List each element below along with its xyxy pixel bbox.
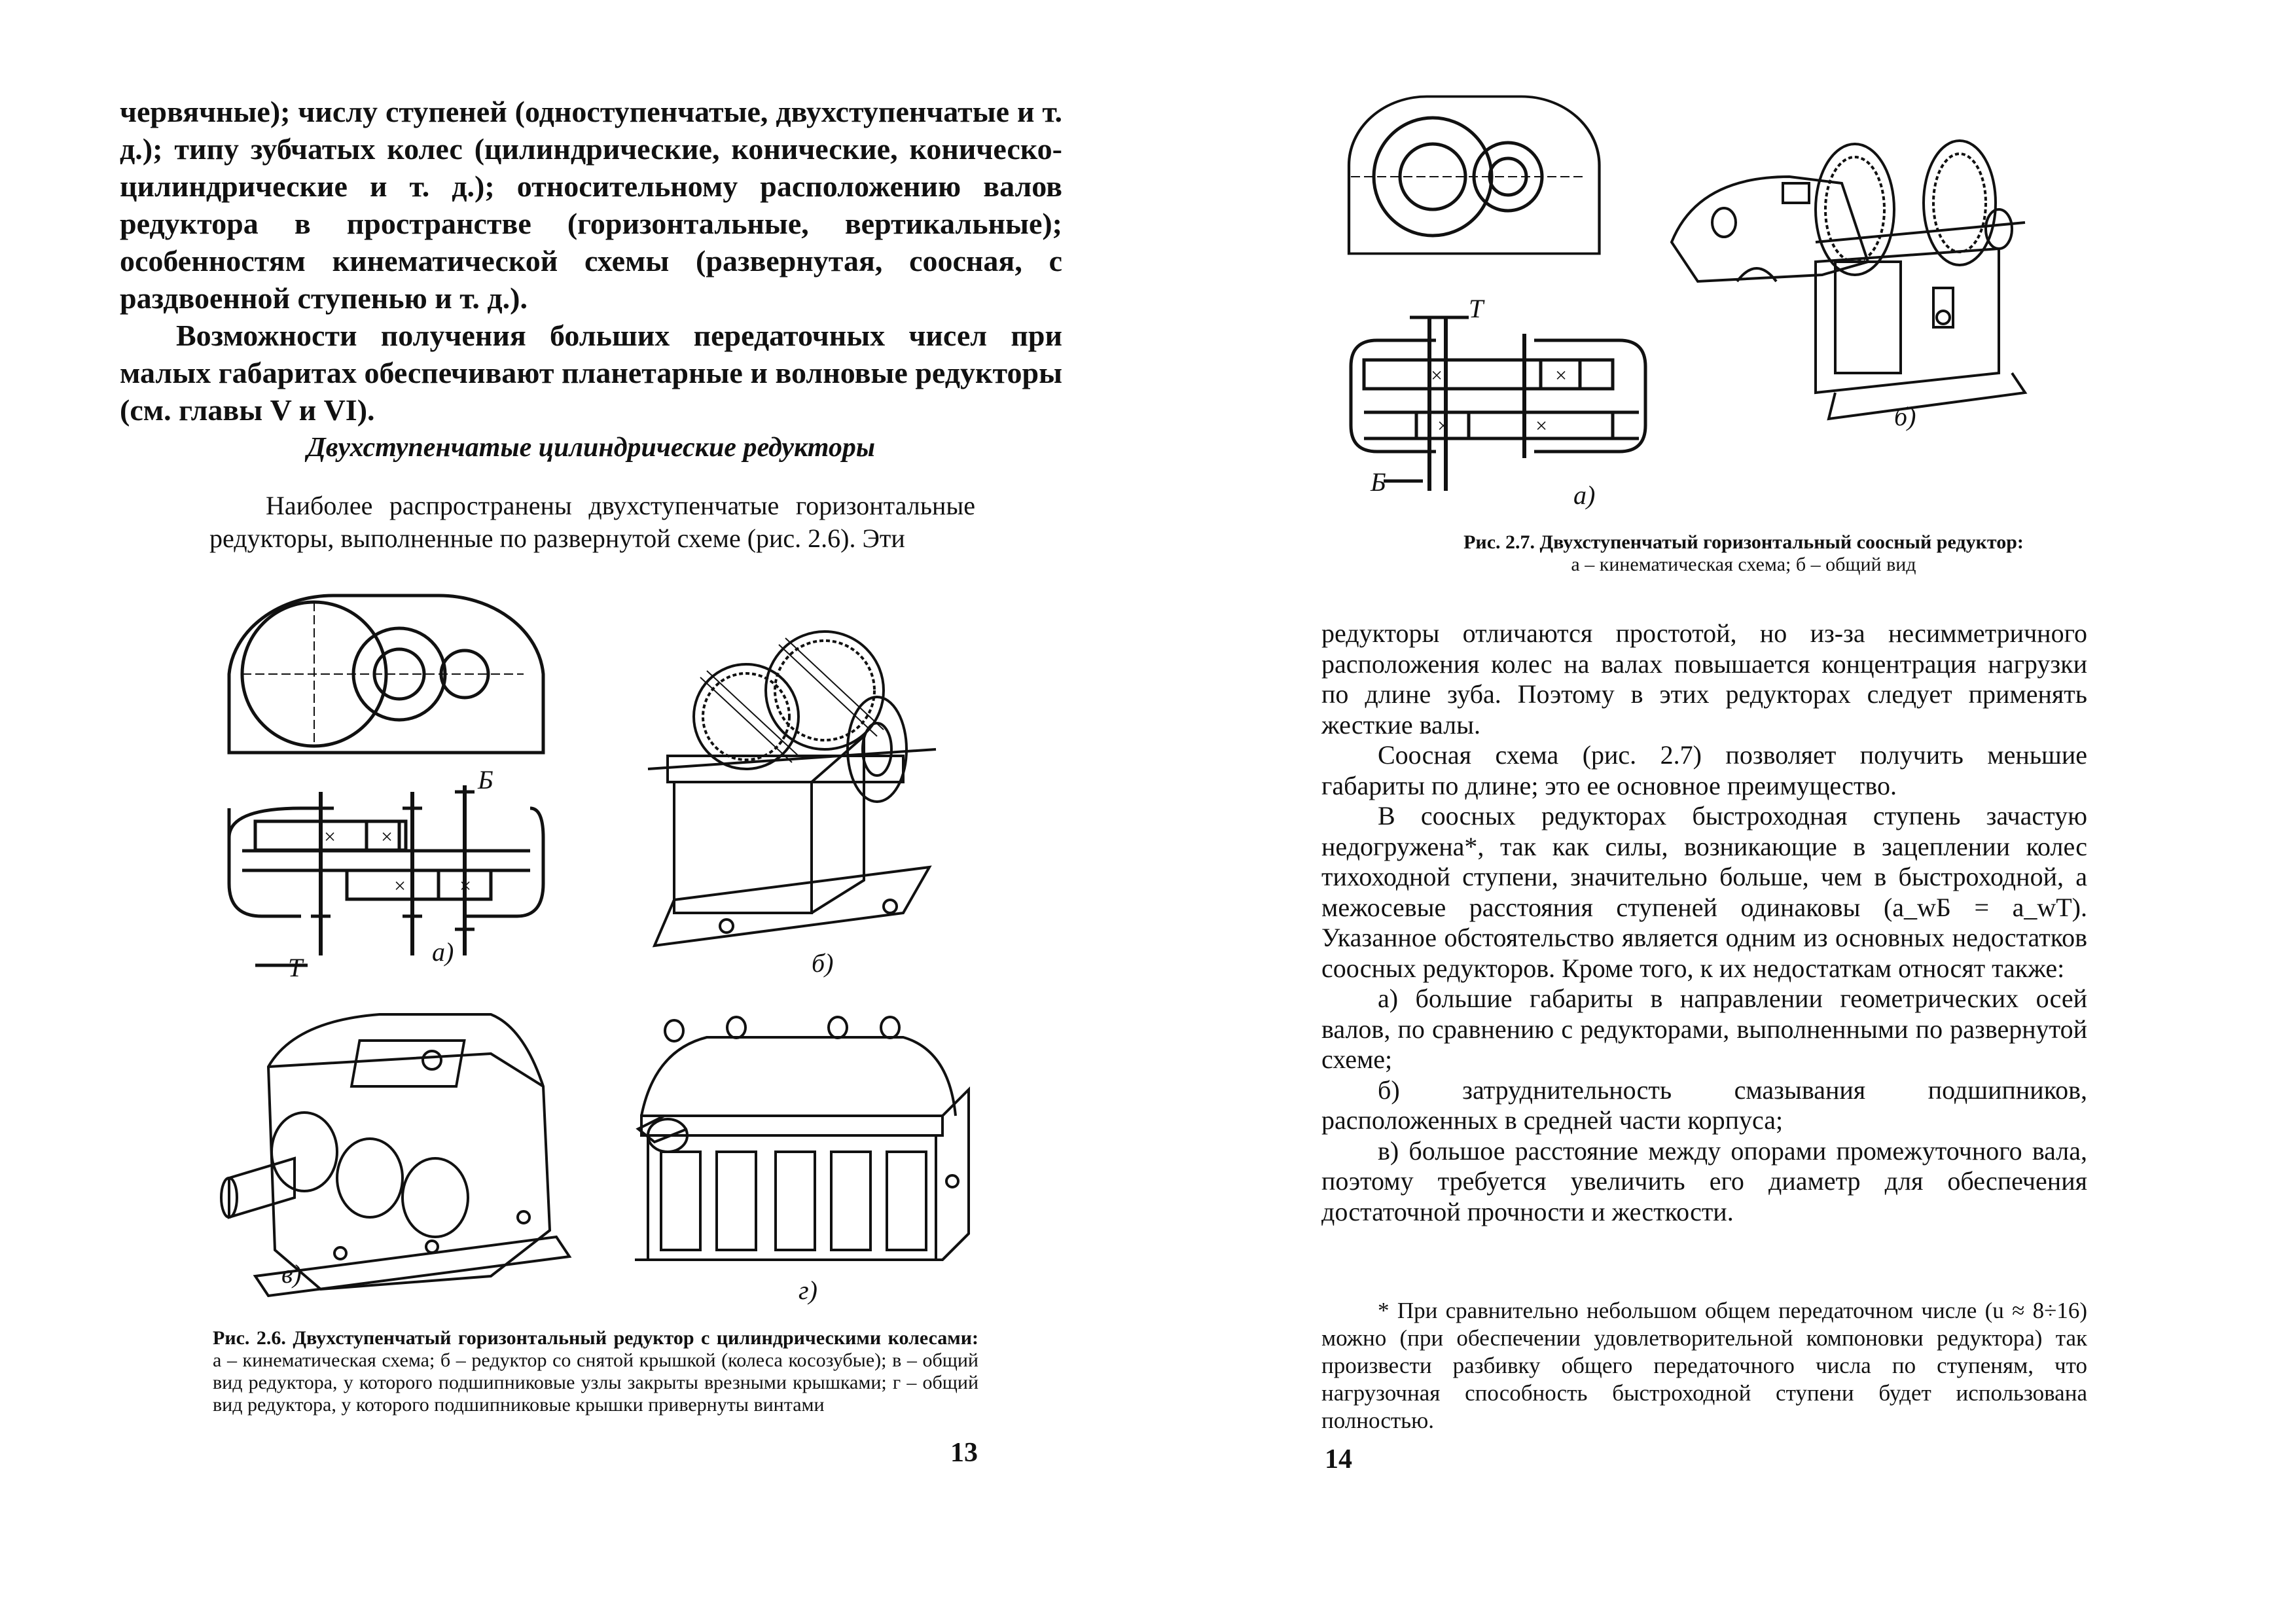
figure-2-6-g-reducer-screwed-covers	[628, 1011, 982, 1305]
shaft-label-b: Б	[478, 765, 493, 794]
intro-paragraph	[209, 490, 975, 555]
figure-2-7-b-general-view	[1659, 131, 2025, 431]
svg-text:×: ×	[380, 825, 394, 848]
paragraph: Возможности получения больших передаточных чисел при малых габаритах обеспечивают планетарные и волновые редукторы (см. главы V и VI).	[120, 319, 1062, 427]
left-body-text	[120, 93, 1062, 429]
figure-2-6-a-kinematic-scheme	[216, 589, 556, 982]
section-heading: Двухступенчатые цилиндрические редукторы	[307, 433, 875, 463]
sublabel-v: в)	[281, 1259, 302, 1289]
page-number: 13	[950, 1438, 978, 1468]
page-number: 14	[1325, 1444, 1352, 1474]
sublabel-g: г)	[798, 1275, 817, 1305]
sublabel-b: б)	[1894, 402, 1916, 431]
sublabel-b: б)	[812, 948, 834, 978]
figure-2-7-caption	[1416, 531, 2071, 576]
right-body-text	[1321, 618, 2087, 1227]
svg-text:×: ×	[393, 874, 407, 897]
shaft-label-b: Б	[1371, 467, 1386, 497]
caption-title: Рис. 2.7. Двухступенчатый горизонтальный соосный редуктор:	[1463, 531, 2024, 553]
paragraph: редукторы отличаются простотой, но из-за несимметричного расположения колес на валах повышается концентрация нагрузки по длине зуба. Поэтому в этих редукторах следует применять жесткие валы.	[1321, 618, 2087, 740]
svg-text:×: ×	[1534, 414, 1549, 437]
svg-text:×: ×	[323, 825, 337, 848]
figure-2-6-b-open-reducer	[628, 618, 956, 985]
paragraph: Наиболее распространены двухступенчатые горизонтальные редукторы, выполненные по развернутой схеме (рис. 2.6). Эти	[209, 491, 975, 553]
caption-body: а – кинематическая схема; б – редуктор со снятой крышкой (колеса косозубые); в – общий вид редуктора, у которого подшипниковые узлы закрыты врезными крышками; г – общий вид редуктора, у которого подшипниковые крышки привернуты винтами	[213, 1349, 978, 1416]
footnote-text: * При сравнительно небольшом общем передаточном числе (u ≈ 8÷16) можно (при обеспечении удовлетворительной компоновки редуктора) так произвести разбивку общего передаточного числа по ступеням, что нагрузочная способность быстроходной ступени будет использована полностью.	[1321, 1298, 2087, 1433]
svg-text:×: ×	[1429, 363, 1444, 387]
right-page	[1148, 0, 2296, 1623]
figure-2-6-caption	[213, 1327, 978, 1416]
list-item: б) затруднительность смазывания подшипников, расположенных в средней части корпуса;	[1321, 1075, 2087, 1135]
shaft-label-t: Т	[288, 953, 303, 982]
paragraph: В соосных редукторах быстроходная ступень зачастую недогружена*, так как силы, возникающие в зацеплении колес тихоходной ступени, значительно больше, чем в быстроходной, а межосевые расстояния ступеней одинаковы (a_wБ = a_wТ). Указанное обстоятельство является одним из основных недостатков соосных редукторов. Кроме того, к их недостаткам относят также:	[1321, 801, 2087, 983]
caption-title: Рис. 2.6. Двухступенчатый горизонтальный редуктор с цилиндрическими колесами:	[213, 1327, 978, 1349]
list-item: а) большие габариты в направлении геометрических осей валов, по сравнению с редукторами, выполненными по развернутой схеме;	[1321, 984, 2087, 1074]
svg-text:×: ×	[458, 874, 473, 897]
svg-text:×: ×	[1436, 414, 1450, 437]
caption-body: а – кинематическая схема; б – общий вид	[1571, 554, 1916, 575]
sublabel-a: а)	[1573, 480, 1596, 510]
list-item: в) большое расстояние между опорами промежуточного вала, поэтому требуется увеличить его диаметр для обеспечения достаточной прочности и жесткости.	[1321, 1135, 2087, 1226]
paragraph: Соосная схема (рис. 2.7) позволяет получить меньшие габариты по длине; это ее основное преимущество.	[1321, 740, 2087, 800]
shaft-label-t: Т	[1469, 294, 1484, 323]
figure-2-6-v-closed-reducer	[216, 1001, 583, 1309]
svg-text:×: ×	[1554, 363, 1568, 387]
footnote	[1321, 1297, 2087, 1435]
figure-2-7-a-kinematic-scheme	[1338, 92, 1678, 517]
sublabel-a: а)	[432, 937, 454, 967]
paragraph: червячные); числу ступеней (одноступенчатые, двухступенчатые и т. д.); типу зубчатых колес (цилиндрические, конические, коническо-цилиндрические и т. д.); относительному расположению валов редуктора в пространстве (горизонтальные, вертикальные); особенностям кинематической схемы (развернутая, соосная, с раздвоенной ступенью и т. д.).	[120, 95, 1062, 315]
